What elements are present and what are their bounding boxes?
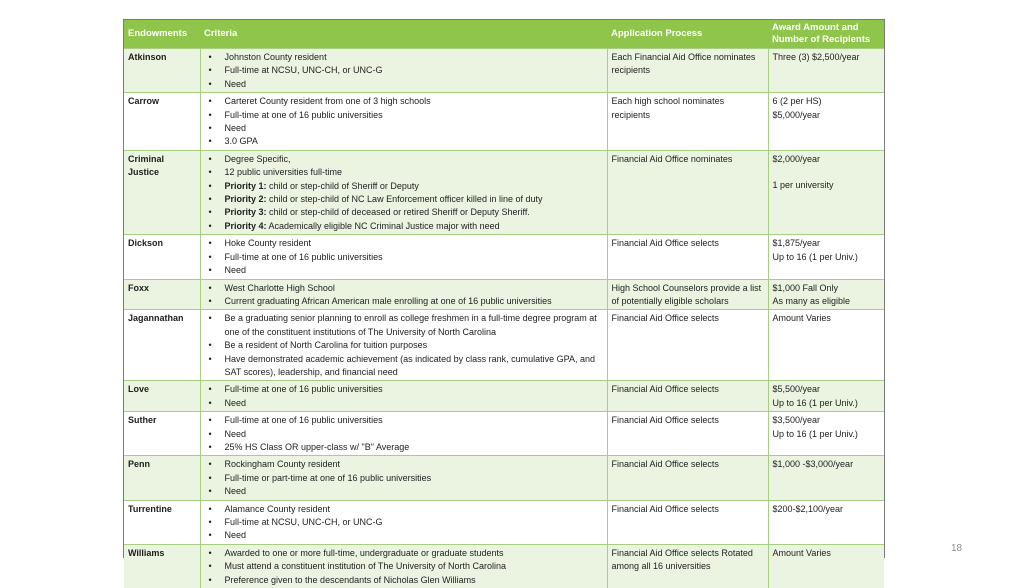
award-line: $1,000 -$3,000/year	[773, 458, 881, 471]
criteria-priority-item	[205, 220, 603, 233]
application-process: Financial Aid Office selects	[607, 235, 768, 279]
criteria-item: • Johnston County resident	[205, 51, 603, 64]
award-amount	[768, 456, 884, 500]
criteria-item: • 25% HS Class OR upper-class w/ "B" Average	[205, 441, 603, 454]
table-header-row	[124, 20, 884, 49]
table-row	[124, 235, 884, 279]
award-amount	[768, 150, 884, 234]
criteria-item: • Carteret County resident from one of 3 high schools	[205, 95, 603, 108]
criteria-item: • Full-time at one of 16 public universities	[205, 414, 603, 427]
table-row	[124, 544, 884, 588]
award-line: $1,875/year	[773, 237, 881, 250]
application-process: Financial Aid Office selects	[607, 500, 768, 544]
endowment-name: Jagannathan	[124, 310, 200, 381]
criteria-item: • West Charlotte High School	[205, 282, 603, 295]
criteria-item: • Full-time at NCSU, UNC-CH, or UNC-G	[205, 64, 603, 77]
criteria-priority-item	[205, 206, 603, 219]
criteria-item: • Full-time at NCSU, UNC-CH, or UNC-G	[205, 516, 603, 529]
header-application-process: Application Process	[607, 20, 768, 49]
criteria-item: • Need	[205, 529, 603, 542]
priority-label: Priority 3:	[225, 207, 267, 217]
criteria-list	[205, 503, 603, 543]
table-row	[124, 93, 884, 151]
criteria-list	[205, 237, 603, 277]
table-row	[124, 310, 884, 381]
endowment-name: Atkinson	[124, 49, 200, 93]
scholarship-table	[123, 19, 885, 558]
criteria-item: • 12 public universities full-time	[205, 166, 603, 179]
criteria-list	[205, 312, 603, 379]
criteria-cell	[200, 412, 607, 456]
award-amount	[768, 310, 884, 381]
criteria-item: • Need	[205, 485, 603, 498]
award-amount	[768, 500, 884, 544]
criteria-cell	[200, 544, 607, 588]
criteria-cell	[200, 150, 607, 234]
criteria-cell	[200, 456, 607, 500]
criteria-list	[205, 282, 603, 309]
application-process: Financial Aid Office nominates	[607, 150, 768, 234]
criteria-cell	[200, 93, 607, 151]
endowment-name: Turrentine	[124, 500, 200, 544]
application-process: Each high school nominates recipients	[607, 93, 768, 151]
criteria-item: • Current graduating African American male enrolling at one of 16 public universities	[205, 295, 603, 308]
priority-text: child or step-child of NC Law Enforcement officer killed in line of duty	[267, 194, 543, 204]
application-process: Financial Aid Office selects	[607, 412, 768, 456]
criteria-priority-item	[205, 193, 603, 206]
criteria-item: • Hoke County resident	[205, 237, 603, 250]
endowment-name: Suther	[124, 412, 200, 456]
application-process: Each Financial Aid Office nominates recipients	[607, 49, 768, 93]
table-row	[124, 412, 884, 456]
criteria-priority-item	[205, 180, 603, 193]
application-process: High School Counselors provide a list of potentially eligible scholars	[607, 279, 768, 310]
table-row	[124, 49, 884, 93]
priority-label: Priority 1:	[225, 181, 267, 191]
criteria-cell	[200, 235, 607, 279]
award-amount	[768, 235, 884, 279]
table-row	[124, 279, 884, 310]
criteria-item: • Full-time at one of 16 public universities	[205, 109, 603, 122]
award-amount	[768, 412, 884, 456]
application-process: Financial Aid Office selects	[607, 310, 768, 381]
table-row	[124, 500, 884, 544]
criteria-list	[205, 153, 603, 233]
award-line: $2,000/year	[773, 153, 881, 166]
criteria-list	[205, 383, 603, 410]
application-process: Financial Aid Office selects	[607, 381, 768, 412]
criteria-item: • Full-time at one of 16 public universities	[205, 383, 603, 396]
award-line: Up to 16 (1 per Univ.)	[773, 428, 881, 441]
criteria-item: • Have demonstrated academic achievement (as indicated by class rank, cumulative GPA, and SAT scores), leadership, and financial need	[205, 353, 603, 380]
criteria-cell	[200, 310, 607, 381]
criteria-item: • Be a resident of North Carolina for tuition purposes	[205, 339, 603, 352]
award-line: Amount Varies	[773, 547, 881, 560]
priority-text: child or step-child of Sheriff or Deputy	[267, 181, 419, 191]
award-amount	[768, 381, 884, 412]
criteria-cell	[200, 381, 607, 412]
award-line: $5,500/year	[773, 383, 881, 396]
table-row	[124, 150, 884, 234]
award-amount	[768, 49, 884, 93]
award-line: 1 per university	[773, 179, 881, 192]
criteria-item: • Alamance County resident	[205, 503, 603, 516]
criteria-item: • Degree Specific,	[205, 153, 603, 166]
table-body	[124, 49, 884, 588]
criteria-item: • Need	[205, 397, 603, 410]
priority-label: Priority 4:	[225, 221, 267, 231]
table-row	[124, 381, 884, 412]
application-process: Financial Aid Office selects	[607, 456, 768, 500]
table-row	[124, 456, 884, 500]
criteria-cell	[200, 500, 607, 544]
criteria-item: • Need	[205, 122, 603, 135]
header-criteria: Criteria	[200, 20, 607, 49]
endowment-name: Dickson	[124, 235, 200, 279]
criteria-list	[205, 414, 603, 454]
award-line: $1,000 Fall Only	[773, 282, 881, 295]
criteria-list	[205, 458, 603, 498]
criteria-cell	[200, 279, 607, 310]
criteria-item: • Rockingham County resident	[205, 458, 603, 471]
award-line: As many as eligible	[773, 295, 881, 308]
award-amount	[768, 544, 884, 588]
endowment-name: Carrow	[124, 93, 200, 151]
award-line: $200-$2,100/year	[773, 503, 881, 516]
endowment-name: Williams	[124, 544, 200, 588]
criteria-item: • Full-time at one of 16 public universities	[205, 251, 603, 264]
endowment-name: Criminal Justice	[124, 150, 200, 234]
award-line: $5,000/year	[773, 109, 881, 122]
award-line: Up to 16 (1 per Univ.)	[773, 251, 881, 264]
award-line: Amount Varies	[773, 312, 881, 325]
award-amount	[768, 279, 884, 310]
criteria-item: • Be a graduating senior planning to enroll as college freshmen in a full-time degree program at one of the constituent institutions of The University of North Carolina	[205, 312, 603, 339]
priority-text: Academically eligible NC Criminal Justice major with need	[267, 221, 500, 231]
endowment-name: Love	[124, 381, 200, 412]
application-process: Financial Aid Office selects Rotated among all 16 universities	[607, 544, 768, 588]
endowments-table	[124, 20, 884, 588]
award-line: Up to 16 (1 per Univ.)	[773, 397, 881, 410]
criteria-item: • Need	[205, 78, 603, 91]
endowment-name: Penn	[124, 456, 200, 500]
award-amount	[768, 93, 884, 151]
header-endowments: Endowments	[124, 20, 200, 49]
criteria-item: • Need	[205, 428, 603, 441]
criteria-item: • Preference given to the descendants of Nicholas Glen Williams	[205, 574, 603, 587]
criteria-item: • Must attend a constituent institution of The University of North Carolina	[205, 560, 603, 573]
endowment-name: Foxx	[124, 279, 200, 310]
criteria-list	[205, 51, 603, 91]
award-line: Three (3) $2,500/year	[773, 51, 881, 64]
award-line: 6 (2 per HS)	[773, 95, 881, 108]
criteria-item: • Awarded to one or more full-time, undergraduate or graduate students	[205, 547, 603, 560]
criteria-item: • 3.0 GPA	[205, 135, 603, 148]
criteria-list	[205, 95, 603, 149]
criteria-item: • Full-time or part-time at one of 16 public universities	[205, 472, 603, 485]
priority-text: child or step-child of deceased or retired Sheriff or Deputy Sheriff.	[267, 207, 530, 217]
page-number: 18	[951, 543, 962, 554]
criteria-item: • Need	[205, 264, 603, 277]
criteria-list	[205, 547, 603, 587]
priority-label: Priority 2:	[225, 194, 267, 204]
criteria-cell	[200, 49, 607, 93]
award-line: $3,500/year	[773, 414, 881, 427]
header-award-amount: Award Amount and Number of Recipients	[768, 20, 884, 49]
